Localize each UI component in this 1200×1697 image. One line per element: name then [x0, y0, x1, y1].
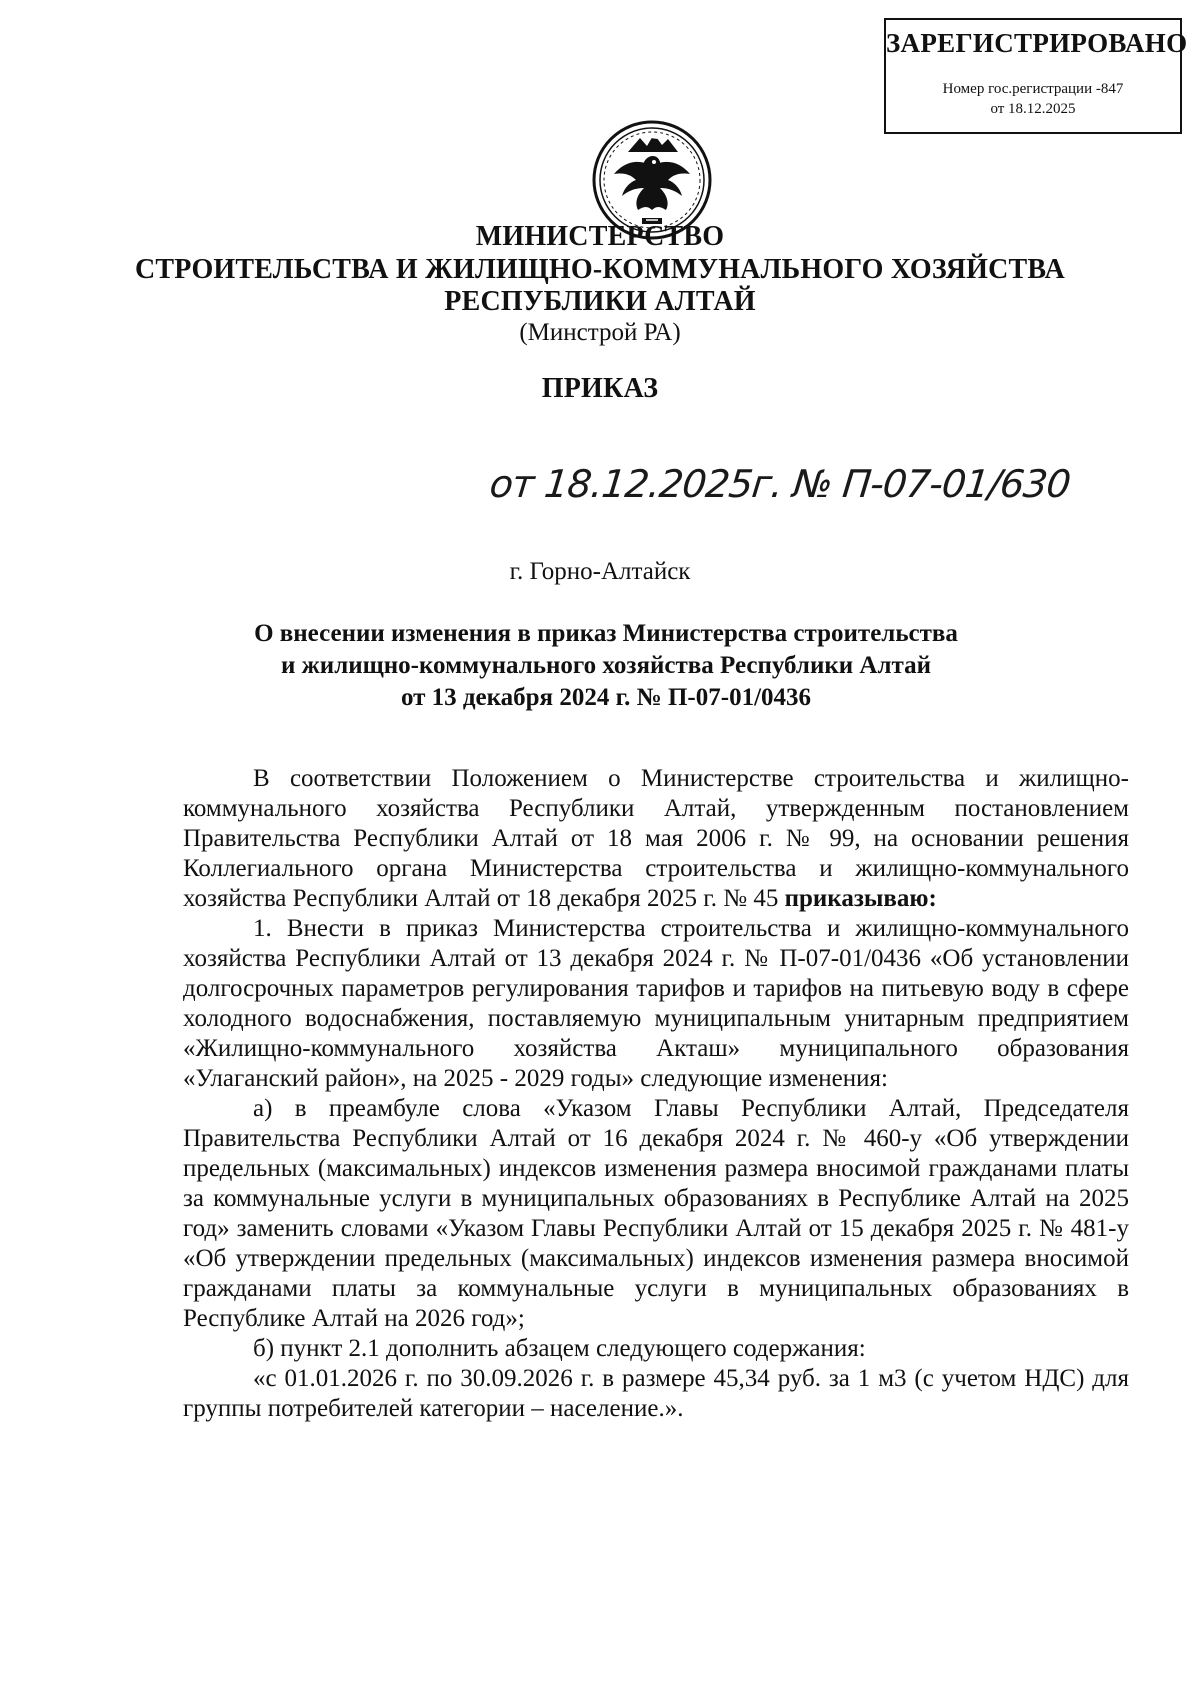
stamp-title: ЗАРЕГИСТРИРОВАНО	[886, 28, 1188, 58]
preamble-text: В соответствии Положением о Министерстве строительства и жилищно-коммунального хозяйства Республики Алтай, утвержденным постановлением Правительства Республики Алтай от 18 мая 2006 г. № 99, на основании решения Коллегиального органа Министерства строительства и жилищно-коммунального хозяйства Республики Алтай от 18 декабря 2025 г. № 45	[183, 765, 1129, 912]
stamp-reg-date: от 18.12.2025	[990, 101, 1076, 117]
item-b-text: «с 01.01.2026 г. по 30.09.2026 г. в размере 45,34 руб. за 1 м3 (с учетом НДС) для группы потребителей категории – население.».	[183, 1365, 1129, 1422]
ministry-line-2: СТРОИТЕЛЬСТВА И ЖИЛИЩНО-КОММУНАЛЬНОГО ХОЗЯЙСТВА	[135, 254, 1065, 285]
document-type: ПРИКАЗ	[541, 373, 659, 404]
preamble-paragraph	[183, 764, 1129, 914]
city: г. Горно-Алтайск	[509, 558, 691, 585]
title-line-1: О внесении изменения в приказ Министерства строительства	[254, 620, 958, 647]
order-word: приказываю:	[784, 885, 937, 912]
stamp-reg-number: Номер гос.регистрации -847	[942, 81, 1124, 97]
title-line-3: от 13 декабря 2024 г. № П-07-01/0436	[400, 684, 812, 711]
handwritten-date-number: от 18.12.2025г. № П-07-01/630	[487, 462, 1073, 506]
ministry-short-name: (Минстрой РА)	[519, 319, 681, 346]
ministry-line-3: РЕСПУБЛИКИ АЛТАЙ	[444, 286, 756, 317]
document-body	[183, 764, 1129, 1424]
item-1: 1. Внести в приказ Министерства строительства и жилищно-коммунального хозяйства Республики Алтай от 13 декабря 2024 г. № П-07-01/0436 «Об установлении долгосрочных параметров регулирования тарифов и тарифов на питьевую воду в сфере холодного водоснабжения, поставляемую муниципальным унитарным предприятием «Жилищно-коммунального хозяйства Акташ» муниципального образования «Улаганский район», на 2025 - 2029 годы» следующие изменения:	[183, 915, 1129, 1092]
item-a: а) в преамбуле слова «Указом Главы Республики Алтай, Председателя Правительства Республики Алтай от 16 декабря 2024 г. № 460-у «Об утверждении предельных (максимальных) индексов изменения размера вносимой гражданами платы за коммунальные услуги в муниципальных образованиях в Республике Алтай на 2025 год» заменить словами «Указом Главы Республики Алтай от 15 декабря 2025 г. № 481-у «Об утверждении предельных (максимальных) индексов изменения размера вносимой гражданами платы за коммунальные услуги в муниципальных образованиях в Республике Алтай на 2026 год»;	[183, 1095, 1129, 1332]
ministry-line-1: МИНИСТЕРСТВО	[475, 221, 725, 252]
registration-stamp	[884, 18, 1188, 134]
document-title	[250, 618, 962, 714]
title-line-2: и жилищно-коммунального хозяйства Республики Алтай	[281, 652, 931, 679]
item-b: б) пункт 2.1 дополнить абзацем следующего содержания:	[253, 1335, 866, 1362]
